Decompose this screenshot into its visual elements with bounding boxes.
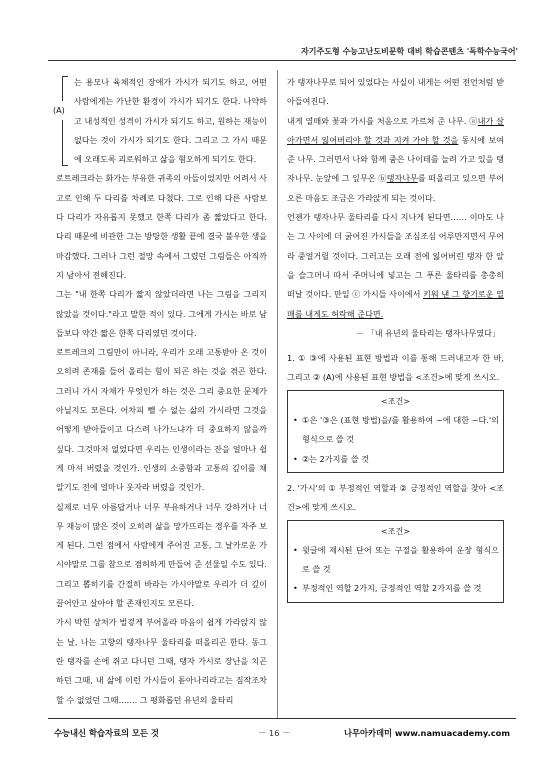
underlined-phrase-b: 탱자나무 xyxy=(386,173,418,184)
header-rule xyxy=(48,60,516,61)
condition-title: <조건> xyxy=(380,395,411,406)
right-column xyxy=(287,73,504,607)
left-paragraph-2: 그는 "내 한쪽 다리가 짧지 않았더라면 나는 그림을 그리지 않았을 것이다."라고 말한 적이 있다. 그에게 가시는 바로 남들보다 약간 짧은 한쪽 다리였던 것이다. xyxy=(56,289,267,338)
underlined-phrase-c: 키워 낸 그 향기로운 열매를 내게도 허락해 준다면. xyxy=(287,289,504,319)
question-1-conditions xyxy=(287,390,504,473)
question-2: 2. '가시'의 ① 부정적인 역할과 ② 긍정적인 역할을 찾아 <조건>에 맞게 쓰시오. xyxy=(287,482,504,513)
footer-rule xyxy=(48,718,516,719)
condition-item: • ①은 '③은 (표현 방법)을/를 활용하여 ~에 대한 ~다.'의 형식으로 쓸 것 xyxy=(292,411,499,450)
left-paragraph-3: 로트레크의 그림만이 아니라, 우리가 오래 고통받아 온 것이 오히려 존재를 들어 올리는 힘이 되곤 하는 것을 겪곤 한다. 그러니 가시 자체가 무엇인가 하는 것은 그리 중요한 문제가 아닐지도 모른다. 어차피 뺄 수 없는 삶의 가시라면 그것을 어떻게 받아들이고 다스려 나가느냐가 더 중요하지 않을까 싶다. 그것마저 없었다면 우리는 인생이라는 잔을 얼마나 쉽게 마셔 버렸을 것인가. 인생의 소중함과 고통의 깊이를 채 알기도 전에 얼마나 웃자라 버렸을 것인가. xyxy=(56,347,267,493)
left-paragraph-4: 실제로 너무 아름답거나 너무 부유하거나 너무 강하거나 너무 재능이 많은 것이 오히려 삶을 망가뜨리는 경우를 자주 보게 된다. 그런 점에서 사람에게 주어진 고통, 그 날카로운 가시야말로 그를 참으로 겸허하게 만들어 준 선물일 수도 있다. 그리고 뽑히기를 간절히 바라는 가시야말로 우리가 더 깊이 끌어안고 살아야 할 존재인지도 모른다. xyxy=(56,501,267,609)
passage-a-block xyxy=(53,73,267,169)
condition-item: • 부정적인 역할 2가지, 긍정적인 역할 2가지를 쓸 것 xyxy=(292,579,499,598)
underlined-phrase-a: 내가 살아가면서 잃어버리야 할 것과 지켜 가야 할 것을 xyxy=(287,115,505,145)
right-paragraph-3 xyxy=(287,208,504,324)
column-divider xyxy=(277,70,278,718)
source-citation: － 「내 유년의 울타리는 탱자나무였다」 xyxy=(355,327,500,338)
question-2-conditions xyxy=(287,520,504,603)
passage-a-text: 는 용모나 육체적인 장애가 가시가 되기도 하고, 어떤 사람에게는 가난한 환경이 가시가 되기도 한다. 나약하고 내성적인 성격이 가시가 되기도 하고, 원하는 재능이 없다는 것이 가시가 되기도 한다. 그리고 그 가시 때문에 오래도록 괴로워하고 삶을 혐오하게 되기도 한다. xyxy=(74,77,267,165)
question-1: 1. ① ③에 사용된 표현 방법과 이를 통해 드러내고자 한 바, 그리고 ② (A)에 사용된 표현 방법을 <조건>에 맞게 쓰시오. xyxy=(287,353,504,383)
page-number: － 16 － xyxy=(258,728,291,738)
header-title: 자기주도형 수능고난도비문학 대비 학습콘텐츠 '독학수능국어' xyxy=(301,47,518,56)
condition-item: • 윗글에 제시된 단어 또는 구절을 활용하여 운장 형식으로 쓸 것 xyxy=(292,541,499,580)
condition-title: <조건> xyxy=(380,525,411,536)
passage-a-label: (A) xyxy=(53,101,65,120)
right-p2-part-b: 동시에 보여 준 나무. 그러면서 나와 함께 줌은 나이테를 늘려 가고 있을 탱자나무. 눈앞에 그 잎무온 ⓑ xyxy=(287,134,504,184)
right-p3-part-a: 언젠가 탱자나무 울타리를 다시 지나게 된다면…… 이마도 나는 그 사이에 더 굵어진 가시들을 조심조심 어루만지면서 무어라 중얼거릴 것이다. 그러고는 오래 전에 잃어버린 탱자 한 알을 슬그머니 따서 주머니에 넣고는 그 푸른 울타리를 총총히 떠날 것이다. 만일 ⓒ 가시들 사이에서 xyxy=(287,212,504,300)
right-paragraph-2 xyxy=(287,112,504,208)
left-paragraph-1: 로트레크라는 화가는 부유한 귀족의 아들이었지만 어려서 사고로 인해 두 다리를 차례로 다쳤다. 그로 인해 다른 사람보다 다리가 자유롭지 못했고 한쪽 다리가 좀 짧았다고 한다. 다리 때문에 비관한 그는 방탕한 생활 끝에 결국 불우한 생을 마감했다. 그러나 그런 절망 속에서 그렸던 그림들은 아직까지 남아서 전해진다. xyxy=(56,173,267,280)
left-paragraph-5: 가시 박힌 상처가 벌겋게 부어올라 마음이 쉽게 가라앉지 않는 날, 나는 고향의 탱자나무 울타리를 떠올리곤 한다. 동그란 탱자를 손에 쥐고 다니던 그때, 탱자 가시로 장난을 치곤 하던 그때, 내 삶에 이런 가시들이 돋아나리라고는 짐작조차 할 수 없었던 그때……. 그 평화롭던 유년의 울타리 xyxy=(56,617,267,705)
condition-item: • ②는 2가지를 쓸 것 xyxy=(292,450,499,469)
right-paragraph-1: 가 탱자나무로 되어 있었다는 사실이 내게는 어떤 전언처럼 받아들여진다. xyxy=(287,77,504,107)
passage-a-bracket xyxy=(62,76,68,166)
right-p2-part-c: 를 떠올리고 있으면 부어오른 마음도 조금은 가라앉게 되는 것이다. xyxy=(287,173,504,203)
left-column xyxy=(53,73,267,710)
footer-left-text: 수능내신 학습자료의 모든 것 xyxy=(54,728,159,738)
right-p2-part-a: 내게 열매와 꽃과 가시를 처음으로 가르쳐 준 나무. ⓐ xyxy=(287,115,478,126)
footer-right-text: 나무아카데미 www.namuacademy.com xyxy=(343,728,510,738)
